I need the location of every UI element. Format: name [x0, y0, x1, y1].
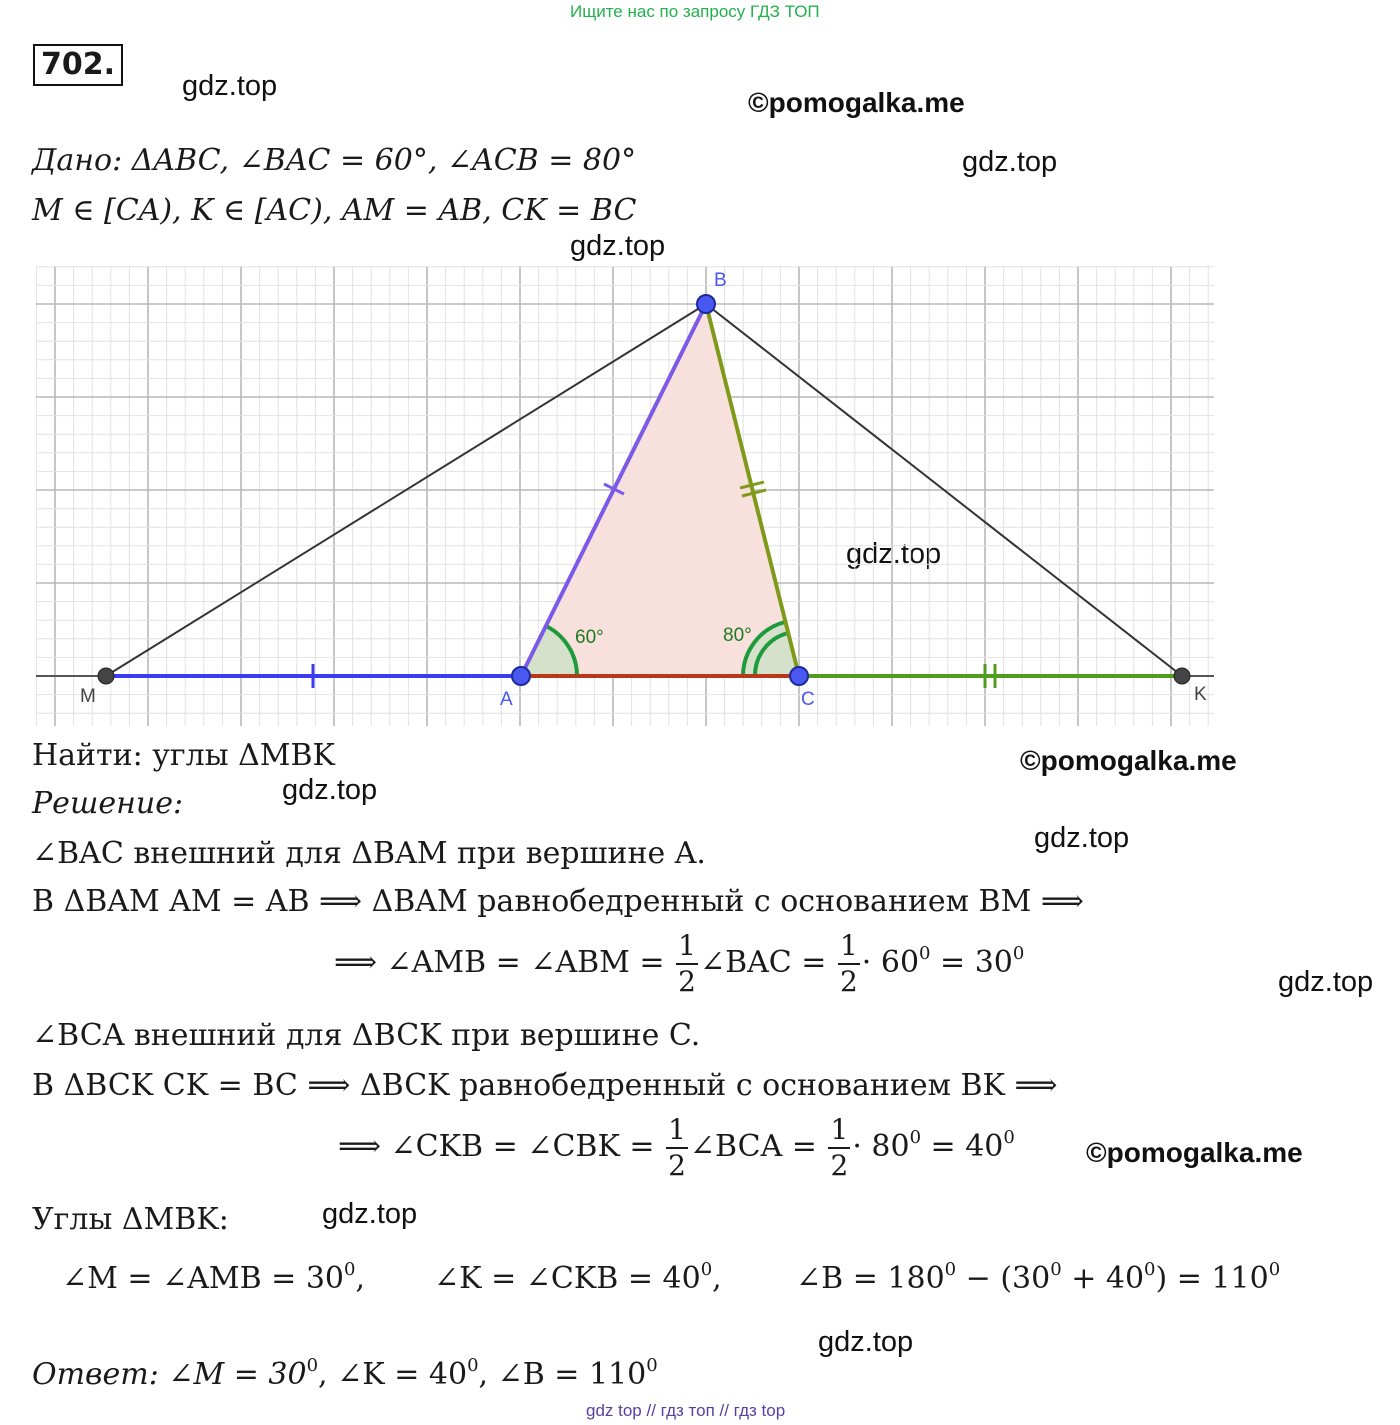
- task-number: 702.: [33, 44, 123, 86]
- angle-b-result: [796, 1252, 1280, 1297]
- fraction-num: 1: [666, 1116, 688, 1149]
- solution-step-4: ∠BCA внешний для ΔBCK при вершине C.: [32, 1018, 701, 1053]
- fraction-num: 1: [676, 932, 698, 965]
- fraction-num: 1: [838, 932, 860, 965]
- angle-k-text: ∠K = ∠CKB = 40: [434, 1261, 701, 1296]
- point-c: [790, 667, 808, 685]
- angle-b-b: − (30: [956, 1261, 1051, 1296]
- watermark-pomogalka: ©pomogalka.me: [1086, 1137, 1303, 1168]
- fraction-half: [666, 1113, 688, 1182]
- point-k: [1174, 668, 1190, 684]
- degree-sup: 0: [1012, 943, 1025, 964]
- degree-sup: 0: [646, 1355, 658, 1376]
- angle-b-c: + 40: [1061, 1261, 1145, 1296]
- label-k: K: [1194, 684, 1207, 705]
- fraction-half: [676, 929, 698, 998]
- answer-part-c: , ∠B = 110: [478, 1357, 647, 1392]
- degree-sup: 0: [944, 1259, 957, 1280]
- label-a: A: [500, 689, 513, 710]
- answer-part-a: Ответ: ∠M = 30: [32, 1357, 307, 1392]
- footer-links: gdz top // гдз топ // гдз top: [586, 1401, 786, 1420]
- label-m: M: [80, 686, 96, 707]
- task-number-text: 702: [41, 47, 104, 82]
- answer-line: [32, 1348, 658, 1393]
- s3-part-c: · 60: [861, 945, 920, 980]
- point-a: [512, 667, 530, 685]
- s6-part-a: ⟹ ∠CKB = ∠CBK =: [338, 1129, 655, 1164]
- find-line: Найти: углы ΔMBK: [32, 738, 335, 773]
- s3-part-d: = 30: [930, 945, 1013, 980]
- top-banner: Ищите нас по запросу ГДЗ ТОП: [570, 2, 820, 21]
- fraction-den: 2: [839, 965, 858, 998]
- point-m: [98, 668, 114, 684]
- s6-part-b: ∠BCA =: [689, 1129, 817, 1164]
- watermark-gdz: gdz.top: [282, 774, 378, 806]
- degree-sup: 0: [467, 1355, 479, 1376]
- angle-a-label: 60°: [575, 627, 604, 648]
- watermark-pomogalka: ©pomogalka.me: [748, 87, 965, 118]
- watermark-gdz: gdz.top: [570, 230, 666, 262]
- watermark-gdz: gdz.top: [846, 538, 942, 570]
- label-b: B: [714, 270, 727, 291]
- fraction-den: 2: [830, 1149, 849, 1182]
- watermark-gdz: gdz.top: [1278, 966, 1374, 998]
- solution-step-5: В ΔBCK CK = BC ⟹ ΔBCK равнобедренный с основанием BK ⟹: [32, 1068, 1058, 1103]
- degree-sup: 0: [700, 1259, 713, 1280]
- s3-part-a: ⟹ ∠AMB = ∠ABM =: [334, 945, 665, 980]
- given-line-2: M ∈ [CA), K ∈ [AC), AM = AB, CK = BC: [32, 193, 637, 228]
- fraction-half: [828, 1113, 850, 1182]
- answer-part-b: , ∠K = 40: [318, 1357, 468, 1392]
- watermark-gdz: gdz.top: [1034, 822, 1130, 854]
- angle-k-result: ∠K = ∠CKB = $40^0$,: [434, 1259, 722, 1296]
- s6-part-c: · 80: [852, 1129, 910, 1164]
- watermark-gdz: gdz.top: [182, 70, 278, 102]
- watermark-pomogalka: ©pomogalka.me: [1020, 745, 1237, 776]
- degree-sup: 0: [1268, 1259, 1281, 1280]
- degree-sup: 0: [1144, 1259, 1156, 1280]
- solution-label: Решение:: [32, 786, 184, 821]
- degree-sup: 0: [909, 1127, 922, 1148]
- fraction-den: 2: [678, 965, 696, 998]
- angle-b-a: ∠B = 180: [796, 1261, 945, 1296]
- watermark-gdz: gdz.top: [818, 1326, 914, 1358]
- degree-sup: 0: [1050, 1259, 1062, 1280]
- angles-label: Углы ΔMBK:: [32, 1202, 229, 1237]
- solution-step-1: ∠BAC внешний для ΔBAM при вершине A.: [32, 836, 706, 871]
- angle-c-label: 80°: [723, 625, 752, 646]
- point-b: [697, 295, 715, 313]
- solution-step-2: В ΔBAM AM = AB ⟹ ΔBAM равнобедренный с основанием BM ⟹: [32, 884, 1084, 919]
- s3-part-b: ∠BAC =: [699, 945, 827, 980]
- fraction-num: 1: [828, 1116, 850, 1149]
- angle-m-text: ∠M = ∠AMB = 30: [62, 1261, 345, 1296]
- solution-step-3: [334, 929, 1025, 998]
- degree-sup: 0: [1003, 1127, 1015, 1148]
- angle-m-result: ∠M = ∠AMB = $30^0$,: [62, 1259, 366, 1296]
- solution-step-6: [338, 1113, 1015, 1182]
- s6-part-d: = 40: [921, 1129, 1004, 1164]
- angle-b-d: ) = 110: [1155, 1261, 1269, 1296]
- degree-sup: 0: [306, 1355, 319, 1376]
- given-line-1: Дано: ΔABC, ∠BAC = 60°, ∠ACB = 80°: [32, 143, 637, 178]
- label-c: C: [801, 689, 815, 710]
- fraction-den: 2: [668, 1149, 686, 1182]
- watermark-gdz: gdz.top: [962, 146, 1058, 178]
- degree-sup: 0: [344, 1259, 356, 1280]
- fraction-half: [838, 929, 860, 998]
- watermark-gdz: gdz.top: [322, 1198, 418, 1230]
- degree-sup: 0: [919, 943, 931, 964]
